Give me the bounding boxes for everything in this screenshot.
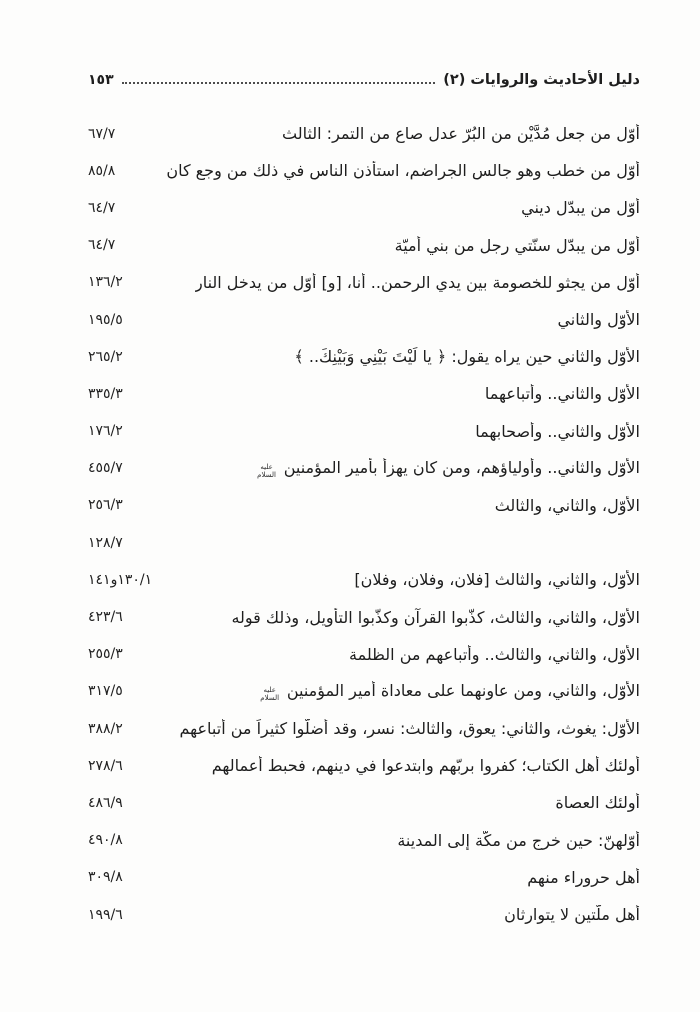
entry-ref: ٦٤/٧ <box>88 199 116 216</box>
entry-ref: ٣٣٥/٣ <box>88 385 123 402</box>
entry-text: أوّل من يبدّل ديني <box>521 198 640 218</box>
entry-text: الأوّل والثاني.. وأصحابهما <box>475 421 640 441</box>
index-list <box>88 115 640 933</box>
entry-text: أوّل من جعل مُدَّيْنِ من البُرّ عدل صاع من التمر: الثالث <box>281 124 640 144</box>
entry-ref: ١٣٠/١و١٤١ <box>88 571 153 588</box>
index-entry-row <box>88 859 640 896</box>
entry-ref: ٣٠٩/٨ <box>88 869 123 886</box>
honorific-mark: عليه السلام <box>257 462 277 479</box>
index-entry-row <box>88 450 640 487</box>
entry-text: الأوّل، والثاني، والثالث [فلان، وفلان، وفلان] <box>354 570 640 590</box>
entry-ref: ٣٨٨/٢ <box>88 720 123 737</box>
entry-ref: ٦٤/٧ <box>88 237 116 254</box>
entry-text: الأوّل، والثاني، ومن عاونهما على معاداة أمير المؤمنين عليه السلام <box>258 681 640 702</box>
entry-ref: ٢٧٨/٦ <box>88 757 123 774</box>
entry-ref: ١٩٩/٦ <box>88 906 123 923</box>
index-entry-row <box>88 338 640 375</box>
index-entry-row <box>88 784 640 821</box>
entry-text: أُولئك أهل الكتاب؛ كفروا بربّهم وابتدعوا في دينهم، فحبط أعمالهم <box>211 756 640 776</box>
entry-text: الأوّل والثاني.. وأتباعهما <box>484 384 640 404</box>
entry-text: الأوّل والثاني حين يراه يقول: ﴿ يا لَيْتَ بَيْنِي وَبَيْنِكَ.. ﴾ <box>294 347 640 367</box>
index-entry-row <box>88 673 640 710</box>
entry-text: الأوّل، والثاني، والثالث.. وأتباعهم من الظلمة <box>349 644 640 664</box>
index-entry-row <box>88 822 640 859</box>
index-entry-row <box>88 561 640 598</box>
entry-ref: ١٣٦/٢ <box>88 274 123 291</box>
index-entry-row <box>88 189 640 226</box>
entry-ref: ٤٨٦/٩ <box>88 794 123 811</box>
entry-ref: ٢٦٥/٢ <box>88 348 123 365</box>
entry-ref: ٣١٧/٥ <box>88 683 123 700</box>
index-entry-row <box>88 115 640 152</box>
index-entry-row <box>88 152 640 189</box>
index-entry-row <box>88 747 640 784</box>
entry-text: أوّل من يبدّل سنّتي رجل من بني أُميّة <box>394 235 640 255</box>
entry-text: الأوّل: يغوث، والثاني: يعوق، والثالث: نسر، وقد أضلّوا كثيراً من أتباعهم <box>179 719 640 739</box>
index-entry-row <box>88 636 640 673</box>
entry-text: أهل ملّتين لا يتوارثان <box>504 905 640 925</box>
leader-dots <box>122 82 436 84</box>
honorific-mark: عليه السلام <box>260 685 280 702</box>
index-entry-row <box>88 524 640 561</box>
entry-ref: ٢٥٥/٣ <box>88 646 123 663</box>
index-entry-row <box>88 710 640 747</box>
entry-ref: ٨٥/٨ <box>88 162 116 179</box>
entry-text: أوّل من خطب وهو جالس الجراضم، استأذن الناس في ذلك من وجع كان <box>166 161 640 181</box>
entry-text: الأوّل، والثاني، والثالث، كذّبوا القرآن وكذّبوا التأويل، وذلك قوله <box>231 607 640 627</box>
entry-text: الأوّل والثاني <box>557 310 640 330</box>
index-entry-row <box>88 227 640 264</box>
index-entry-row <box>88 264 640 301</box>
entry-text: أُولئك العصاة <box>555 793 640 813</box>
entry-ref: ١٧٦/٢ <box>88 423 123 440</box>
page-title: دليل الأحاديث والروايات (٢) <box>443 72 640 88</box>
entry-text: أهل حروراء منهم <box>527 867 640 887</box>
entry-text: الأوّل، والثاني، والثالث <box>494 495 640 515</box>
entry-ref: ٦٧/٧ <box>88 125 116 142</box>
entry-ref: ٤٥٥/٧ <box>88 460 123 477</box>
index-entry-row <box>88 375 640 412</box>
entry-text: الأوّل والثاني.. وأولياؤهم، ومن كان يهزأ بأمير المؤمنين عليه السلام <box>255 458 640 479</box>
index-entry-row <box>88 301 640 338</box>
page-header <box>88 62 640 88</box>
index-entry-row <box>88 487 640 524</box>
index-entry-row <box>88 896 640 933</box>
entry-text: أوّلهنّ: حين خرج من مكّة إلى المدينة <box>397 830 640 850</box>
entry-ref: ٤٢٣/٦ <box>88 609 123 626</box>
page-number: ١٥٣ <box>88 72 114 88</box>
entry-ref: ٤٩٠/٨ <box>88 832 123 849</box>
index-entry-row <box>88 413 640 450</box>
entry-text: أوّل من يجثو للخصومة بين يدي الرحمن.. أنا، [و] أوّل من يدخل النار <box>194 272 640 292</box>
entry-ref: ١٢٨/٧ <box>88 534 123 551</box>
index-entry-row <box>88 598 640 635</box>
entry-ref: ١٩٥/٥ <box>88 311 123 328</box>
entry-ref: ٢٥٦/٣ <box>88 497 123 514</box>
